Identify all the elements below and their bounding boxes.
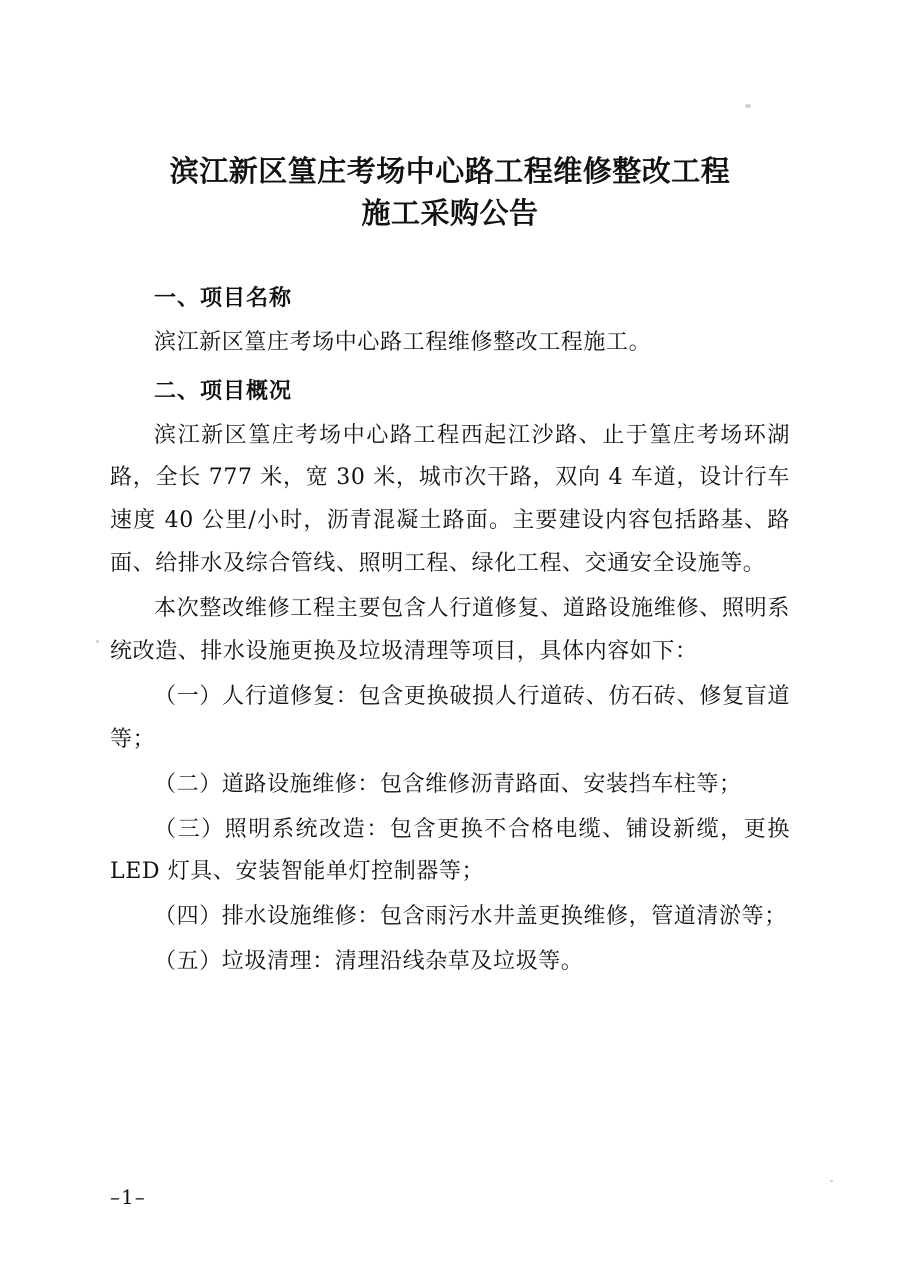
list-item: （二）道路设施维修：包含维修沥青路面、安装挡车柱等； xyxy=(154,771,742,797)
paragraph: 滨江新区篁庄考场中心路工程西起江沙路、止于篁庄考场环湖路，全长 777 米，宽 30 米，城市次干路，双向 4 车道，设计行车速度 40 公里/小时，沥青混凝土路面。主要建设内容包括路基、路面、给排水及综合管线、照明工程、绿化工程、交通安全设施等。 xyxy=(110,422,790,577)
section-heading: 一、项目名称 xyxy=(154,285,293,312)
list-item: （四）排水设施维修：包含雨污水井盖更换维修，管道清淤等； xyxy=(154,904,787,930)
list-item: （五）垃圾清理：清理沿线杂草及垃圾等。 xyxy=(154,949,584,975)
page-title xyxy=(110,150,790,234)
list-item: （一）人行道修复：包含更换破损人行道砖、仿石砖、修复盲道等； xyxy=(110,683,790,752)
section-project-overview xyxy=(110,371,790,984)
paragraph: 滨江新区篁庄考场中心路工程维修整改工程施工。 xyxy=(154,329,652,355)
page-title-line-1: 滨江新区篁庄考场中心路工程维修整改工程 xyxy=(169,154,731,188)
section-heading: 二、项目概况 xyxy=(154,377,293,404)
section-project-name xyxy=(110,278,790,365)
page-number: –1– xyxy=(110,1185,146,1209)
paragraph: 本次整改维修工程主要包含人行道修复、道路设施维修、照明系统改造、排水设施更换及垃圾清理等项目，具体内容如下： xyxy=(110,596,790,665)
list-item: （三）照明系统改造：包含更换不合格电缆、铺设新缆，更换 LED 灯具、安装智能单灯控制器等； xyxy=(110,816,790,885)
page-title-line-2: 施工采购公告 xyxy=(361,196,539,231)
